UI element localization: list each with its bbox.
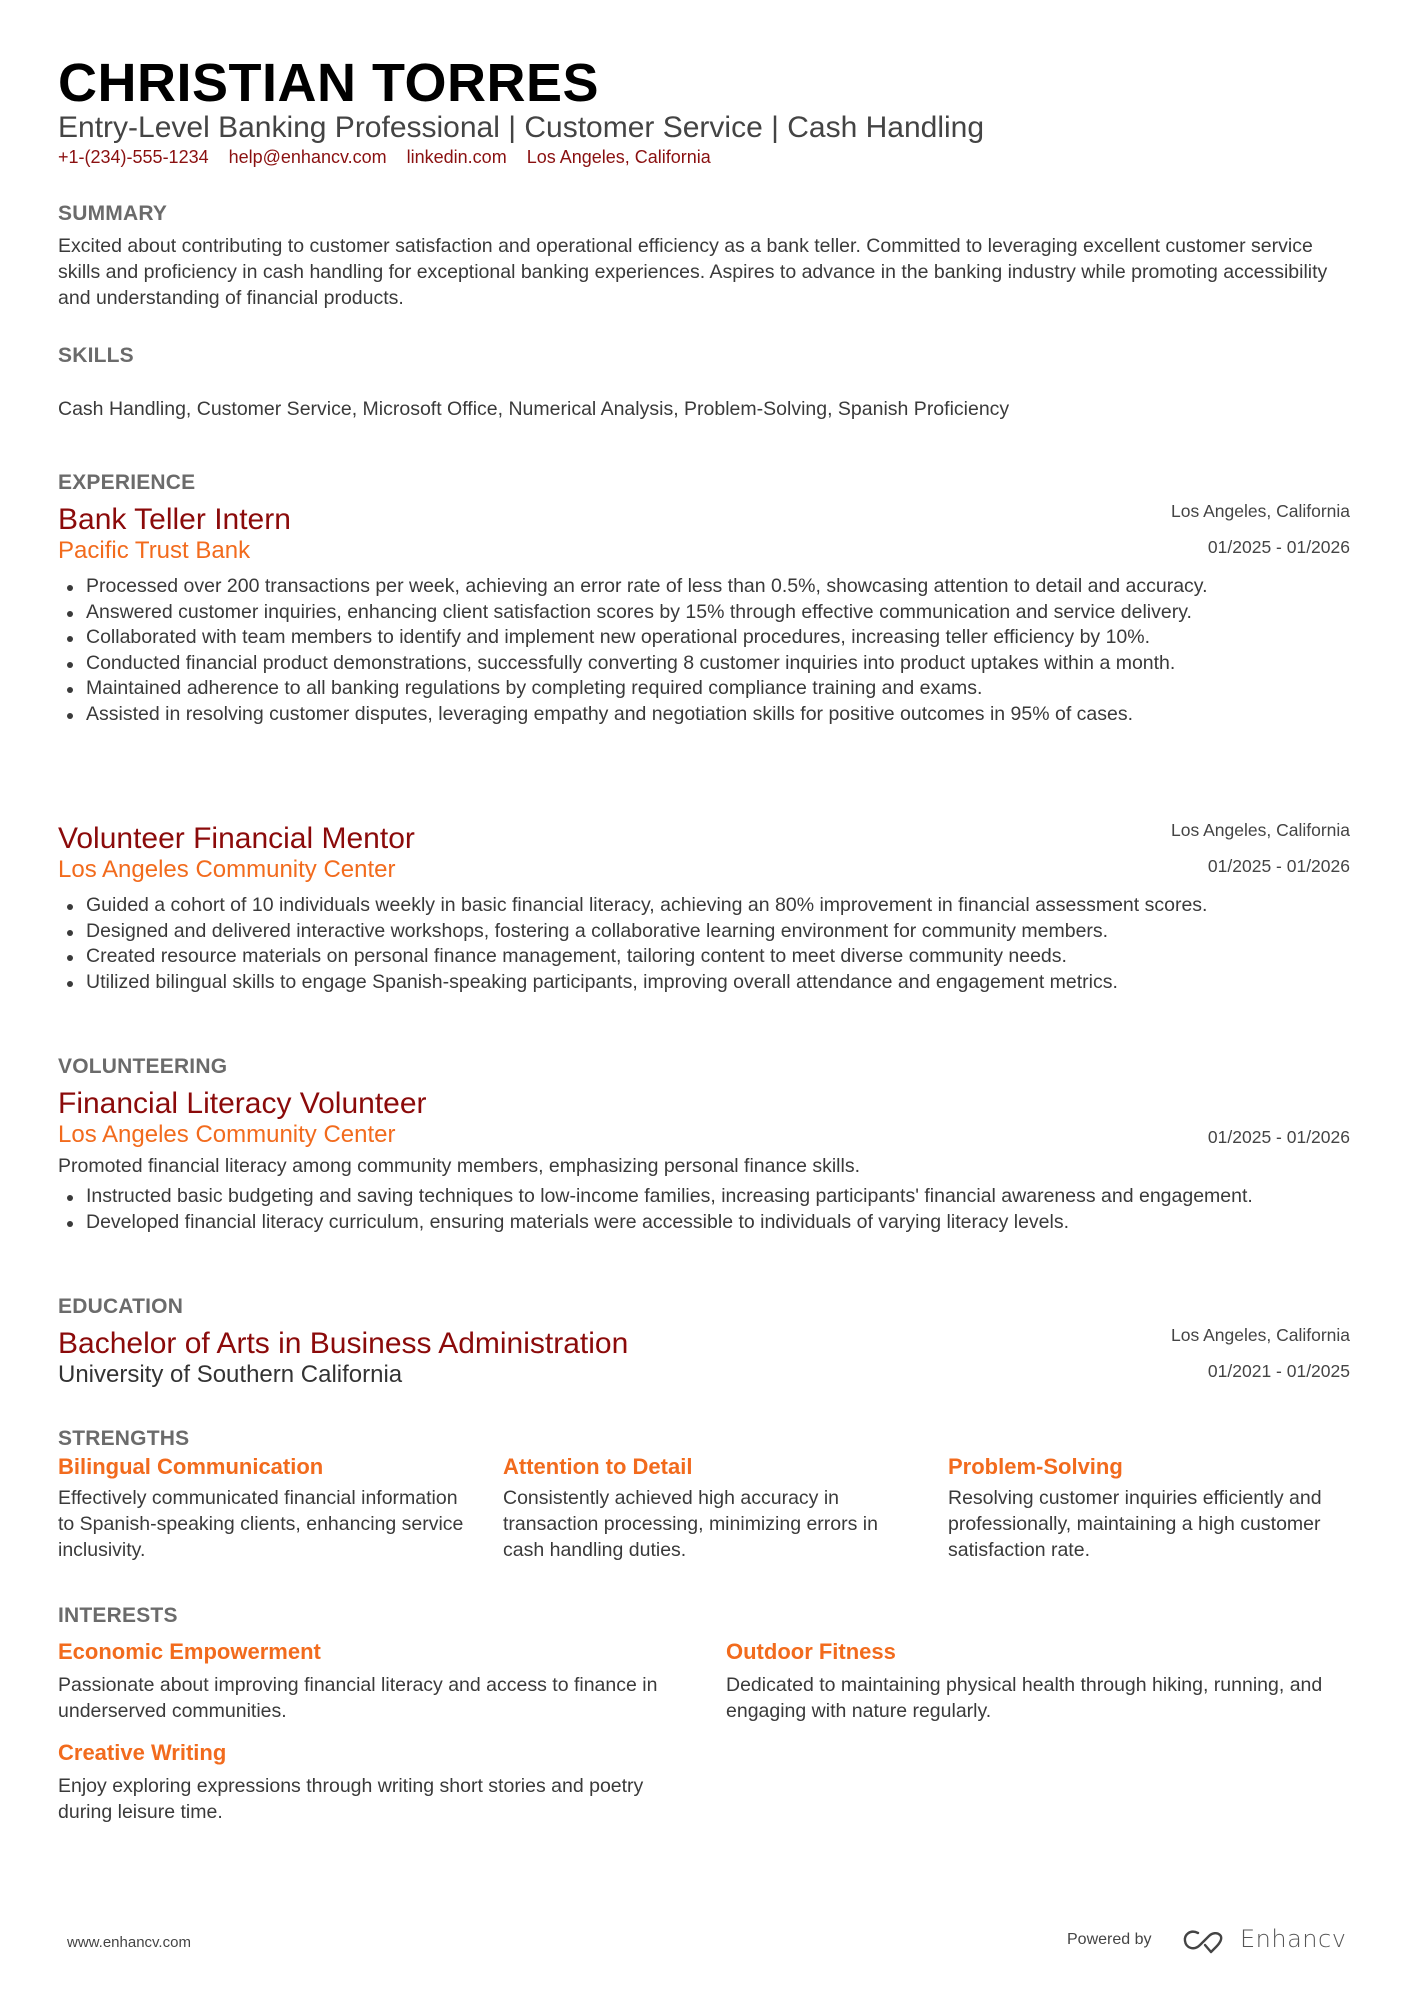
phone-link[interactable]: +1-(234)-555-1234 [58,147,209,167]
interest-text: Dedicated to maintaining physical health through hiking, running, and engaging with nature regularly. [726,1674,1323,1723]
bullet-item: Assisted in resolving customer disputes, leveraging empathy and negotiation skills for positive outcomes in 95% of cases. [58,702,1350,728]
strength-title: Bilingual Communication [58,1454,324,1479]
job-title: Bank Teller Intern [58,503,291,536]
job-location: Los Angeles, California [1171,501,1350,521]
bullet-item: Processed over 200 transactions per week, achieving an error rate of less than 0.5%, showcasing attention to detail and accuracy. [58,574,1350,600]
strength-text: Consistently achieved high accuracy in transaction processing, minimizing errors in cash handling duties. [503,1487,878,1562]
education-dates: 01/2021 - 01/2025 [1207,1361,1350,1381]
linkedin-link[interactable]: linkedin.com [406,147,507,167]
strength-item [58,1455,478,1563]
section-title-strengths: STRENGTHS [58,1427,190,1450]
bullet-item: Created resource materials on personal finance management, tailoring content to meet diverse community needs. [58,944,1350,970]
strength-title: Problem-Solving [948,1454,1123,1479]
job-dates: 01/2025 - 01/2026 [1207,856,1350,876]
strength-text: Effectively communicated financial information to Spanish-speaking clients, enhancing service inclusivity. [58,1487,464,1562]
strength-title: Attention to Detail [503,1454,693,1479]
degree-title: Bachelor of Arts in Business Administration [58,1327,629,1360]
footer-url-link[interactable]: www.enhancv.com [67,1934,191,1951]
bullet-item: Guided a cohort of 10 individuals weekly in basic financial literacy, achieving an 80% improvement in financial assessment scores. [58,893,1350,919]
section-title-interests: INTERESTS [58,1604,178,1627]
job-location: Los Angeles, California [1171,820,1350,840]
job-dates: 01/2025 - 01/2026 [1207,537,1350,557]
email-link[interactable]: help@enhancv.com [228,147,387,167]
school-name: University of Southern California [58,1361,403,1388]
bullet-item: Developed financial literacy curriculum, ensuring materials were accessible to individuals of varying literacy levels. [58,1210,1350,1236]
company-name: Los Angeles Community Center [58,856,396,883]
summary-text: Excited about contributing to customer satisfaction and operational efficiency as a bank teller. Committed to leveraging excellent customer service skills and proficiency in cash handling for exceptional banking experiences. Aspires to advance in the banking industry while promoting accessibility and understanding of financial products. [58,235,1328,309]
interest-item [58,1741,688,1825]
bullet-item: Instructed basic budgeting and saving techniques to low-income families, increasing participants' financial awareness and engagement. [58,1184,1350,1210]
interest-title: Outdoor Fitness [726,1639,896,1664]
bullet-item: Conducted financial product demonstrations, successfully converting 8 customer inquiries into product uptakes within a month. [58,651,1350,677]
job-title: Volunteer Financial Mentor [58,822,415,855]
job-bullets [58,893,1350,995]
contact-info [58,147,711,168]
bullet-item: Maintained adherence to all banking regulations by completing required compliance training and exams. [58,676,1350,702]
section-title-skills: SKILLS [58,344,134,367]
bullet-item: Collaborated with team members to identify and implement new operational procedures, increasing teller efficiency by 10%. [58,625,1350,651]
candidate-name: CHRISTIAN TORRES [58,53,600,113]
bullet-item: Designed and delivered interactive workshops, fostering a collaborative learning environment for community members. [58,919,1350,945]
bullet-item: Answered customer inquiries, enhancing client satisfaction scores by 15% through effective communication and service delivery. [58,600,1350,626]
volunteer-dates: 01/2025 - 01/2026 [1207,1127,1350,1147]
interest-text: Enjoy exploring expressions through writing short stories and poetry during leisure time. [58,1775,644,1824]
strength-item [948,1455,1348,1563]
volunteer-role: Financial Literacy Volunteer [58,1087,427,1120]
strength-item [503,1455,923,1563]
interest-text: Passionate about improving financial literacy and access to finance in underserved communities. [58,1674,658,1723]
volunteer-bullets [58,1184,1350,1235]
education-location: Los Angeles, California [1171,1325,1350,1345]
job-bullets [58,574,1350,728]
section-title-volunteering: VOLUNTEERING [58,1055,228,1078]
skills-list: Cash Handling, Customer Service, Microsoft Office, Numerical Analysis, Problem-Solving, Spanish Proficiency [58,398,1010,420]
interest-title: Creative Writing [58,1740,227,1765]
candidate-headline: Entry-Level Banking Professional | Customer Service | Cash Handling [58,111,985,144]
powered-by-label: Powered by [1067,1931,1152,1948]
bullet-item: Utilized bilingual skills to engage Spanish-speaking participants, improving overall attendance and engagement metrics. [58,970,1350,996]
interest-item [726,1640,1326,1724]
strength-text: Resolving customer inquiries efficiently and professionally, maintaining a high customer satisfaction rate. [948,1487,1322,1562]
volunteer-organization: Los Angeles Community Center [58,1121,396,1148]
section-title-experience: EXPERIENCE [58,471,196,494]
section-title-summary: SUMMARY [58,202,168,225]
location-text: Los Angeles, California [526,147,711,167]
volunteer-description: Promoted financial literacy among community members, emphasizing personal finance skills. [58,1155,861,1177]
enhancv-brand-text: Enhancv [1240,1925,1347,1953]
company-name: Pacific Trust Bank [58,537,251,564]
interest-item [58,1640,688,1724]
section-title-education: EDUCATION [58,1295,184,1318]
interest-title: Economic Empowerment [58,1639,321,1664]
enhancv-logo-icon [1182,1927,1228,1955]
